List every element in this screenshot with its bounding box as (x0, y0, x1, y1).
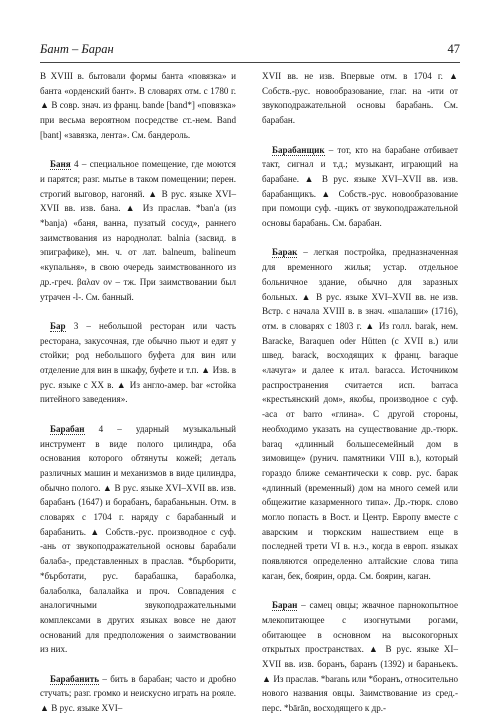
entry-text-barabanshchik: – тот, кто на барабане отбивает такт, сигнал и т.д.; музыкант, играющий на барабане. ▲ В рус. языке XVI–XVII вв. изв. барабанщикъ. ▲ Собств.-рус. новообразование при помощи суф. -щикъ от звукоподражательной основы барабань. См. барабан. (262, 144, 458, 229)
entry-barabanit (40, 672, 236, 716)
entry-baraban (40, 422, 236, 657)
entry-text-barabanit: – бить в барабан; часто и дробно стучать; разг. громко и неискусно играть на рояле. ▲ В рус. языке XVI– (40, 673, 236, 714)
headword-baran: Баран (272, 600, 298, 611)
page-header (40, 42, 460, 64)
left-column (40, 69, 236, 716)
entry-spacer (40, 657, 236, 672)
entry-spacer (40, 143, 236, 158)
headword-barabanshchik: Барабанщик (272, 144, 325, 155)
entry-bar (40, 319, 236, 407)
entry-barak (262, 245, 458, 583)
headword-baraban: Барабан (50, 423, 85, 434)
entry-baran (262, 598, 458, 716)
page-number: 47 (447, 42, 460, 56)
entry-spacer (40, 304, 236, 319)
headword-barabanit: Барабанить (50, 673, 100, 684)
entry-spacer (262, 128, 458, 143)
entry-continuation-barabanit: XVII вв. не изв. Впервые отм. в 1704 г. ▲ Собств.-рус. новообразование, глаг. на -ити от звукоподражательной основы барабань. См. барабан. (262, 71, 458, 126)
right-column (262, 69, 458, 716)
header-rule (40, 62, 460, 63)
entry-text-banya: 4 – специальное помещение, где моются и парятся; разг. мытье в таком помещении; перен. строгий выговор, нагоняй. ▲ В рус. языке XVI–XVII вв. изв. бана. ▲ Из праслав. *ban'a (из *banja) «баня, ванна, пузатый сосуд», раннего заимствования из народнолат. balnia (засвид. в эпиграфике), мн. ч. от лат. balneum, balineum «купальня», в свою очередь заимствованного из др.-греч. βαλαν ον – тж. При заимствовании был утрачен -l-. См. банный. (40, 159, 236, 302)
entry-barabanshchik (262, 143, 458, 231)
headword-banya: Баня (50, 159, 71, 170)
entry-banya (40, 157, 236, 304)
entry-text-baran: – самец овцы; жвачное парнокопытное млекопитающее с изогнутыми рогами, обитающее в основном на высокогорных открытых пространствах. ▲ В рус. языке XI–XVII вв. изв. боранъ, баранъ (1392) и бараньекъ. ▲ Из праслав. *baranь или *боранъ, относительно нового названия овцы. Заимствование из сред.-перс. *bārān, восходящего к др.- (262, 600, 458, 714)
entry-spacer (40, 407, 236, 422)
headword-barak: Барак (272, 247, 298, 258)
entry-spacer (262, 231, 458, 246)
entry-text-bar: 3 – небольшой ресторан или часть ресторана, закусочная, где обычно пьют и едят у стойки; род небольшого буфета для вин или отделение для вин в шкафу, буфете и т.п. ▲ Изв. в рус. языке с XX в. ▲ Из англо-амер. bar «стойка питейного заведения». (40, 320, 236, 405)
entry-spacer (262, 584, 458, 599)
running-head: Бант – Баран (40, 42, 114, 56)
headword-bar: Бар (50, 320, 66, 331)
entry-text-baraban: 4 – ударный музыкальный инструмент в виде полого цилиндра, оба основания которого обтянуты кожей; деталь различных машин и механизмов в виде цилиндра, обычно полого. ▲ В рус. языке XVI–XVII вв. изв. барабанъ (1647) и борабанъ, барабаньнын. Отм. в словарях с 1704 г. наряду с барабанный и барабанить. ▲ Собств.-рус. производное с суф. -ань от звукоподражательной основы барабали балаба-, представленных в праслав. *бърборити, *бърботати, рус. барабашка, бараболка, балаболка, балалайка и проч. Совпадения с аналогичными звукоподражательными комплексами в других языках вовсе не дают оснований для предположения о заимствовании из них. (40, 423, 236, 655)
entry-text-barak: – легкая постройка, предназначенная для временного жилья; устар. отдельное больничное здание, обычно для заразных больных. ▲ В рус. языке XVI–XVII вв. не изв. Встр. с начала XVIII в. в знач. «шалаши» (1716), отм. в словарях с 1803 г. ▲ Из голл. barak, нем. Baracke, Baraquen oder Hütten (с XVII в.) или швед. barack, восходящих к франц. baraque «лачуга» и далее к итал. baracca. Источником распространения считается исп. barraca «крестьянский дом», якобы, производное с суф. -аса от barro «глина». С другой стороны, необходимо указать на существование др.-тюрк. baraq «длинный большесемейный дом в зимовище» (рунич. памятники VIII в.), который гораздо ближе семантически к совр. рус. барак «длинный (временный) дом на много семей или общежитие казарменного типа». Др.-тюрк. слово могло попасть в Вост. и Центр. Европу вместе с аварским и тюркским нашествием еще в последней трети VI в. н.э., когда в европ. языках появляются определенно алтайские слова типа каган, бек, боярин, орда. См. боярин, каган. (262, 247, 458, 581)
entry-continuation-bant: В XVIII в. бытовали формы банта «повязка» и банта «орденский бант». В словарях отм. с 1780 г. ▲ В совр. знач. из франц. bande [band*] «повязка» при весьма вероятном посредстве ст.-нем. Band [bant] «завязка, лента». См. бандероль. (40, 71, 236, 140)
